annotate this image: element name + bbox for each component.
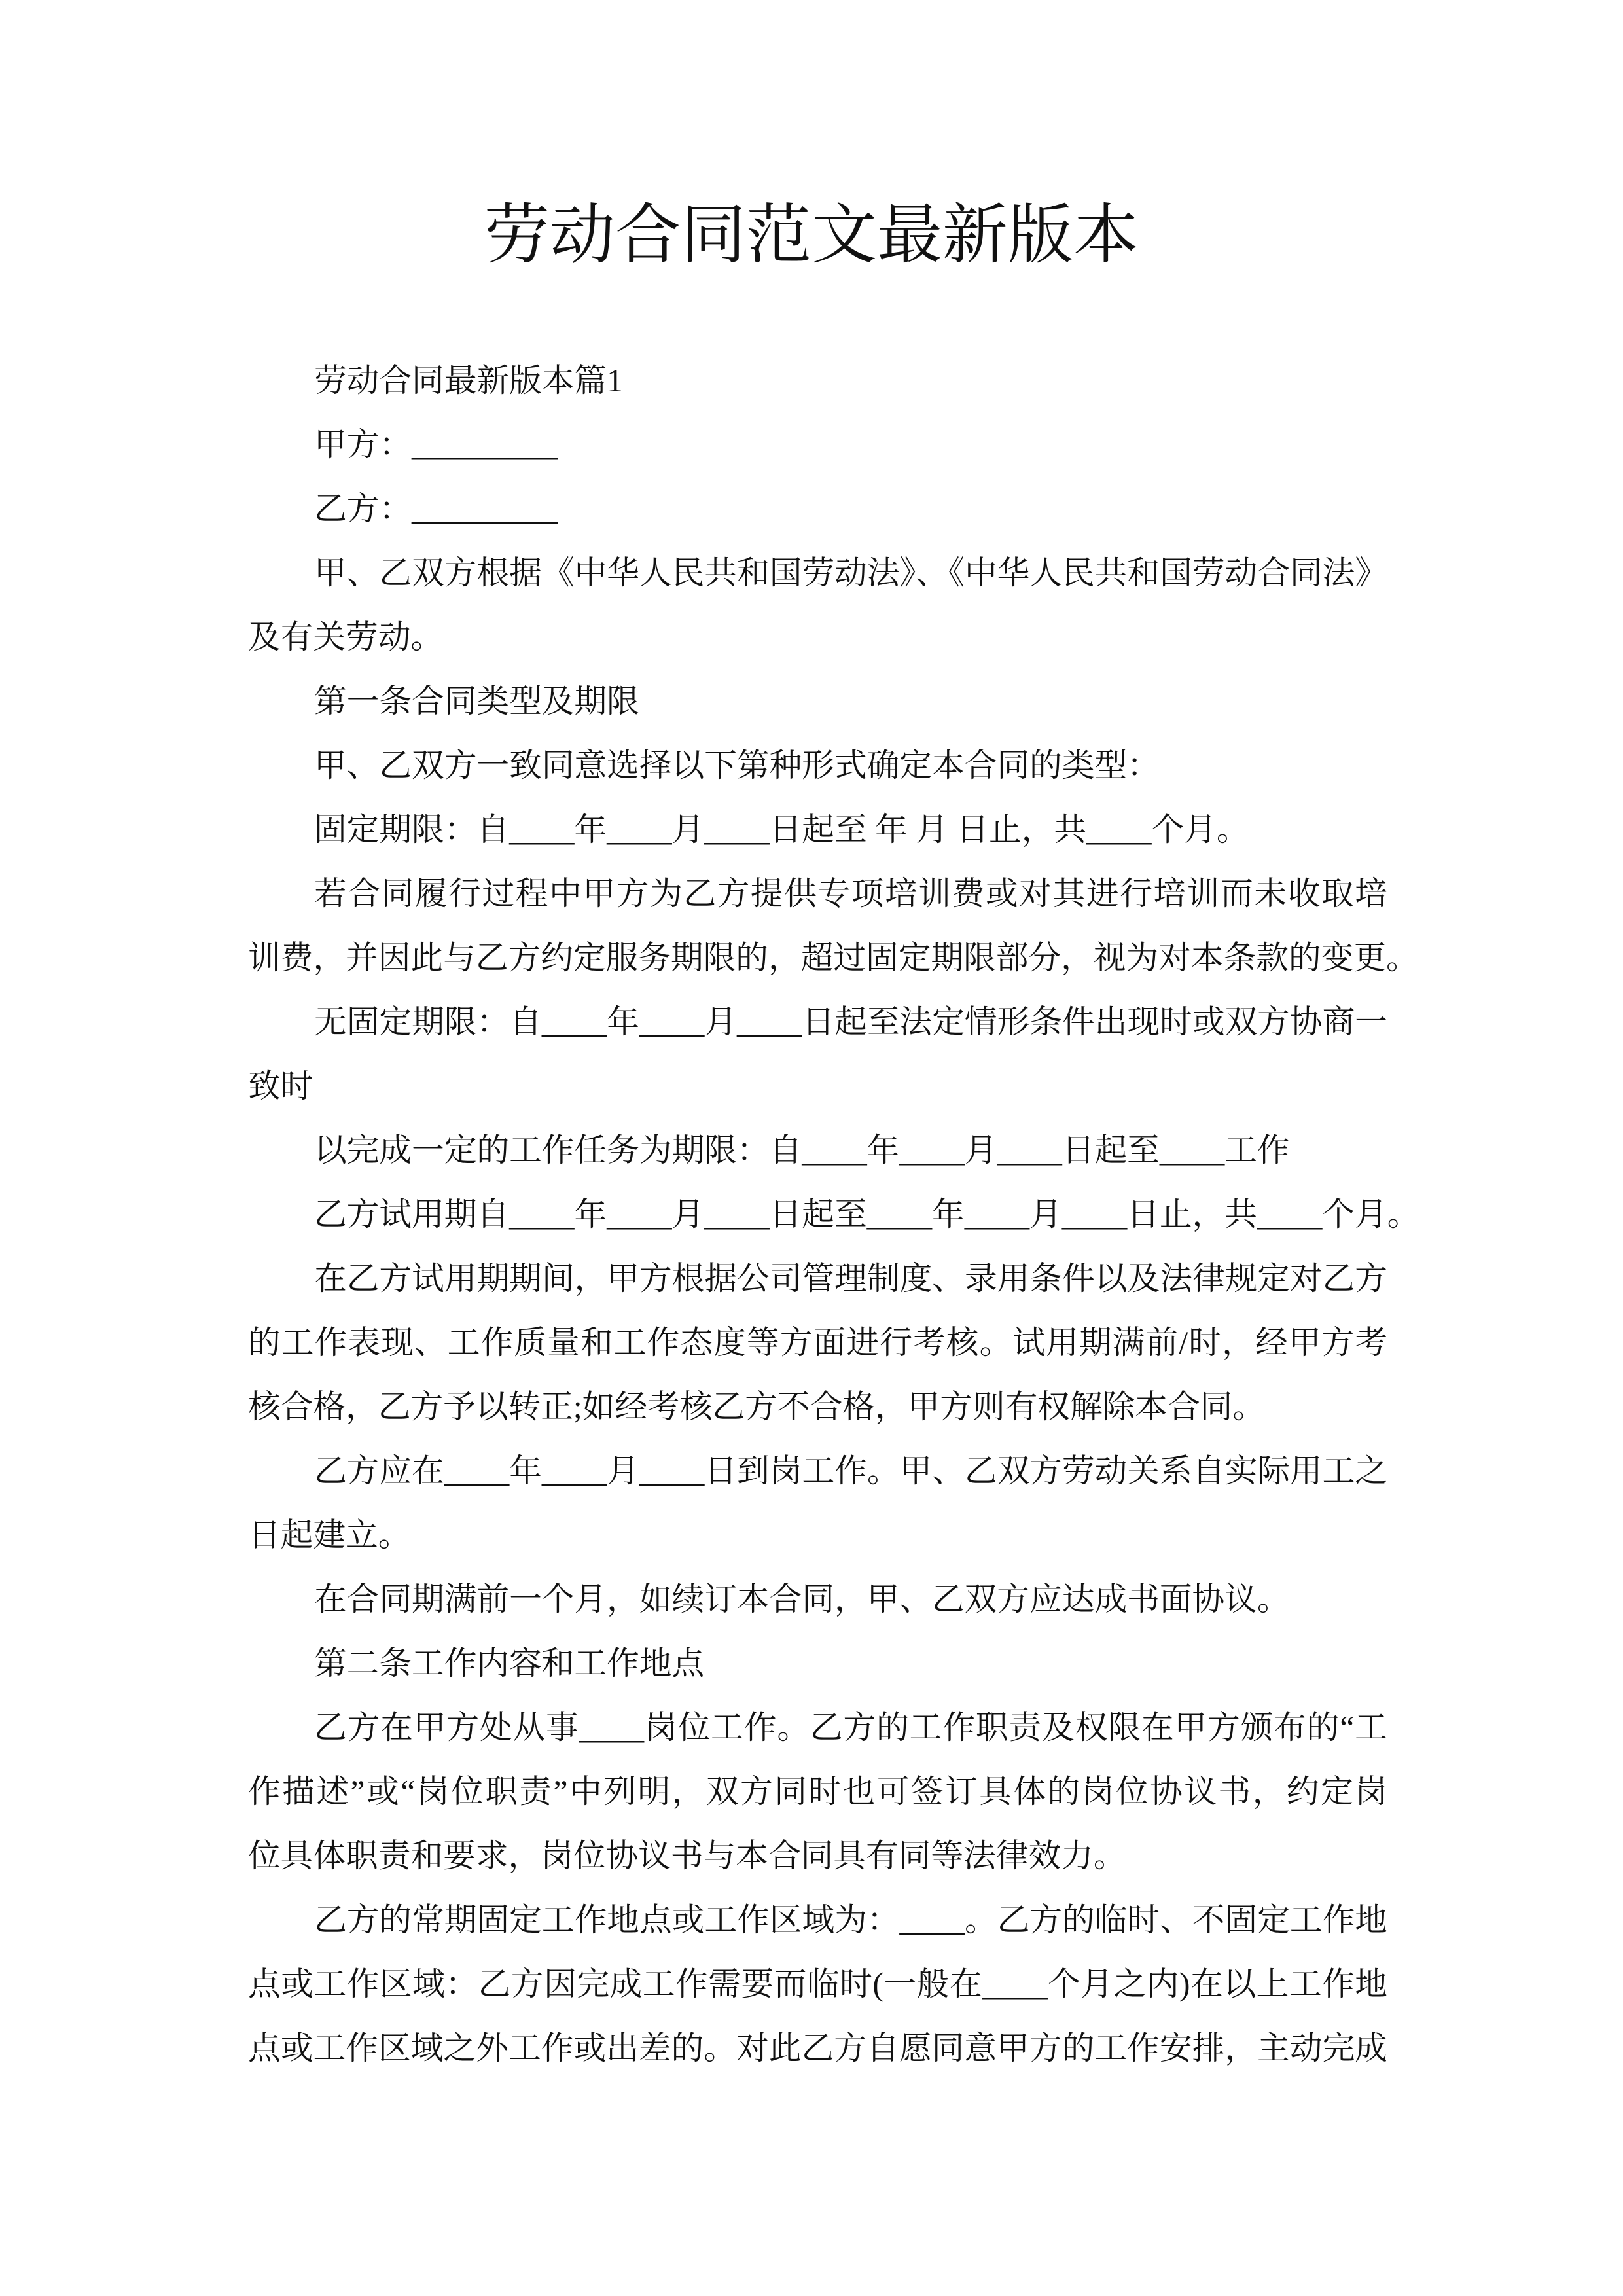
paragraph-line: 无固定期限：自____年____月____日起至法定情形条件出现时或双方协商一 <box>314 1004 1387 1040</box>
article-heading: 第二条工作内容和工作地点 <box>314 1645 705 1681</box>
document-title: 劳动合同范文最新版本 <box>484 199 1139 272</box>
paragraph-line: 以完成一定的工作任务为期限：自____年____月____日起至____工作 <box>314 1132 1290 1168</box>
paragraph-line: 乙方应在____年____月____日到岗工作。甲、乙双方劳动关系自实际用工之 <box>314 1453 1387 1489</box>
paragraph-line: 核合格，乙方予以转正;如经考核乙方不合格，甲方则有权解除本合同。 <box>248 1389 1266 1425</box>
paragraph-line: 甲、乙双方一致同意选择以下第种形式确定本合同的类型： <box>314 747 1160 783</box>
party-a-field: 甲方：_________ <box>314 427 558 463</box>
section-heading: 劳动合同最新版本篇1 <box>314 363 624 399</box>
paragraph-line: 的工作表现、工作质量和工作态度等方面进行考核。试用期满前/时，经甲方考 <box>248 1325 1387 1361</box>
party-b-field: 乙方：_________ <box>314 491 558 527</box>
article-heading: 第一条合同类型及期限 <box>314 683 639 719</box>
paragraph-line: 乙方在甲方处从事____岗位工作。乙方的工作职责及权限在甲方颁布的“工 <box>314 1710 1387 1746</box>
paragraph-line: 点或工作区域：乙方因完成工作需要而临时(一般在____个月之内)在以上工作地 <box>248 1966 1387 2002</box>
paragraph-line: 乙方的常期固定工作地点或工作区域为：____。乙方的临时、不固定工作地 <box>314 1902 1387 1938</box>
paragraph-line: 乙方试用期自____年____月____日起至____年____月____日止，共____个月。 <box>314 1196 1420 1232</box>
paragraph-line: 甲、乙双方根据《中华人民共和国劳动法》、《中华人民共和国劳动合同法》 <box>314 555 1387 591</box>
paragraph-line: 训费，并因此与乙方约定服务期限的，超过固定期限部分，视为对本条款的变更。 <box>248 940 1419 976</box>
paragraph-line: 在合同期满前一个月，如续订本合同，甲、乙双方应达成书面协议。 <box>314 1581 1290 1617</box>
paragraph-line: 点或工作区域之外工作或出差的。对此乙方自愿同意甲方的工作安排，主动完成 <box>248 2030 1387 2066</box>
paragraph-line: 在乙方试用期期间，甲方根据公司管理制度、录用条件以及法律规定对乙方 <box>314 1261 1387 1297</box>
paragraph-line: 位具体职责和要求，岗位协议书与本合同具有同等法律效力。 <box>248 1838 1126 1874</box>
paragraph-line: 固定期限：自____年____月____日起至 年 月 日止，共____个月。 <box>314 812 1249 848</box>
paragraph-line: 作描述”或“岗位职责”中列明，双方同时也可签订具体的岗位协议书，约定岗 <box>248 1774 1387 1810</box>
paragraph-line: 若合同履行过程中甲方为乙方提供专项培训费或对其进行培训而未收取培 <box>314 876 1387 912</box>
paragraph-line: 致时 <box>248 1068 313 1104</box>
paragraph-line: 日起建立。 <box>248 1517 411 1553</box>
paragraph-line: 及有关劳动。 <box>248 619 444 655</box>
